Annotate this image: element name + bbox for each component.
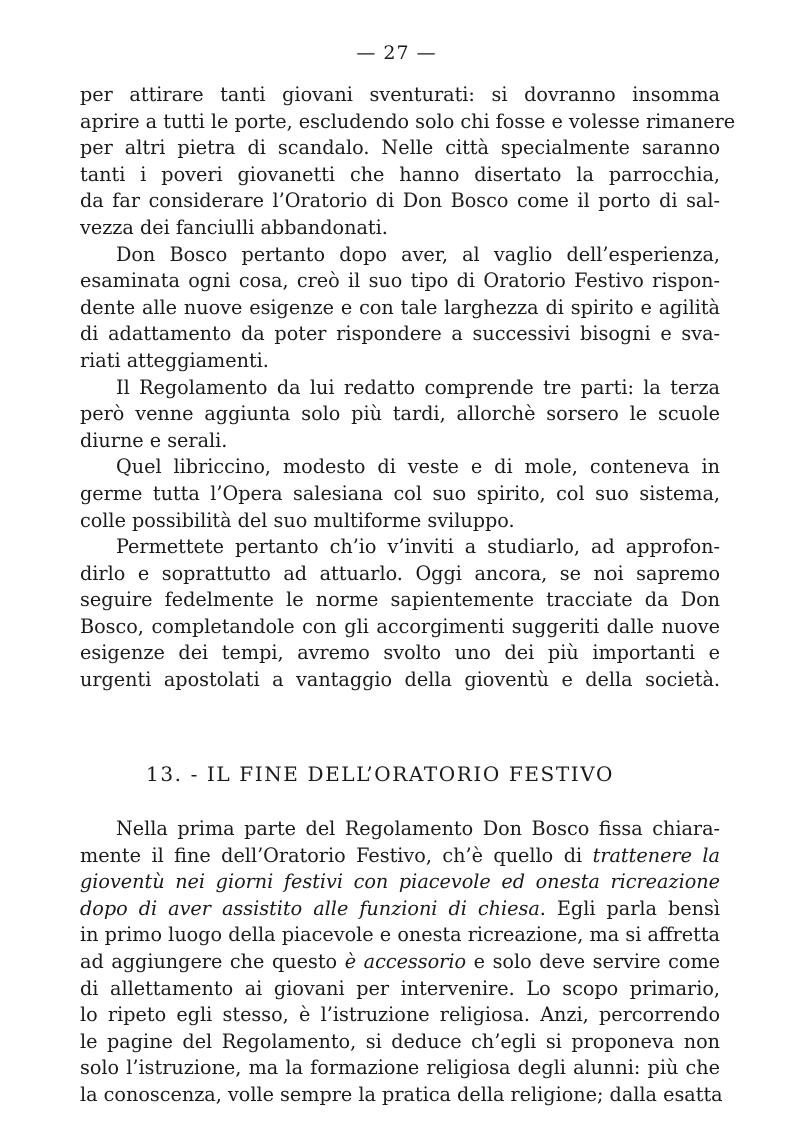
section-body bbox=[80, 816, 723, 1109]
text-line: per altri pietra di scandalo. Nelle città specialmente saranno bbox=[80, 136, 720, 160]
italic-text: è accessorio bbox=[344, 949, 467, 973]
text-segment: e solo deve servire come bbox=[466, 949, 720, 973]
text-segment: le pagine del Regolamento, si deduce ch’egli si proponeva non bbox=[80, 1029, 720, 1053]
text-segment: solo l’istruzione, ma la formazione religiosa degli alunni: più che bbox=[80, 1056, 720, 1080]
text-line: aprire a tutti le porte, escludendo solo chi fosse e volesse rimanere bbox=[80, 109, 736, 133]
text-line: Bosco, completandole con gli accorgimenti suggeriti dalle nuove bbox=[80, 614, 720, 638]
text-line: dirlo e soprattutto ad attuarlo. Oggi ancora, se noi sapremo bbox=[80, 561, 720, 585]
text-line: Don Bosco pertanto dopo aver, al vaglio dell’esperienza, bbox=[116, 242, 720, 266]
text-line: esigenze dei tempi, avremo svolto uno dei più importanti e bbox=[80, 641, 720, 665]
text-line bbox=[80, 949, 720, 976]
text-line bbox=[80, 843, 720, 870]
text-segment: ad aggiungere che questo bbox=[80, 949, 345, 973]
text-line: tanti i poveri giovanetti che hanno disertato la parrocchia, bbox=[80, 162, 720, 186]
text-line: però venne aggiunta solo più tardi, allorchè sorsero le scuole bbox=[80, 402, 720, 426]
section-heading: 13. - IL FINE DELL’ORATORIO FESTIVO bbox=[146, 762, 614, 786]
text-line bbox=[80, 922, 720, 949]
text-line bbox=[80, 896, 720, 923]
text-line: seguire fedelmente le norme sapientemente tracciate da Don bbox=[80, 588, 720, 612]
text-segment: Nella prima parte del Regolamento Don Bosco fissa chiara- bbox=[116, 817, 720, 840]
text-line: germe tutta l’Opera salesiana col suo spirito, col suo sistema, bbox=[80, 481, 720, 505]
page-number: — 27 — bbox=[356, 42, 437, 64]
text-line bbox=[80, 1029, 720, 1056]
paragraphs-before-section bbox=[80, 82, 736, 694]
italic-text: trattenere la bbox=[592, 843, 720, 867]
text-line: Quel libriccino, modesto di veste e di mole, conteneva in bbox=[116, 455, 720, 479]
text-line: riati atteggiamenti. bbox=[80, 348, 269, 372]
text-line bbox=[80, 976, 720, 1003]
text-line: diurne e serali. bbox=[80, 428, 228, 452]
text-line: per attirare tanti giovani sventurati: si dovranno insomma bbox=[80, 83, 720, 106]
text-line: Il Regolamento da lui redatto comprende tre parti: la terza bbox=[116, 375, 720, 399]
text-line: esaminata ogni cosa, creò il suo tipo di Oratorio Festivo rispon- bbox=[80, 269, 720, 293]
text-segment: lo ripeto egli stesso, è l’istruzione religiosa. Anzi, percorrendo bbox=[80, 1003, 720, 1027]
text-segment: mente il fine dell’Oratorio Festivo, ch’è quello di bbox=[80, 843, 593, 867]
text-line bbox=[80, 1055, 720, 1082]
text-line bbox=[80, 816, 720, 843]
text-line bbox=[80, 869, 720, 896]
text-line: vezza dei fanciulli abbandonati. bbox=[80, 215, 388, 239]
text-segment: di allettamento ai giovani per intervenire. Lo scopo primario, bbox=[80, 976, 720, 1000]
italic-text: dopo di aver assistito alle funzioni di chiesa bbox=[80, 896, 540, 920]
text-line: dente alle nuove esigenze e con tale larghezza di spirito e agilità bbox=[80, 295, 720, 319]
text-line: colle possibilità del suo multiforme sviluppo. bbox=[80, 508, 515, 532]
text-line bbox=[80, 1082, 723, 1109]
text-segment: . Egli parla bensì bbox=[539, 896, 720, 920]
italic-text: gioventù nei giorni festivi con piacevole ed onesta ricreazione bbox=[80, 870, 720, 894]
text-line bbox=[80, 1002, 720, 1029]
text-line: da far considerare l’Oratorio di Don Bosco come il porto di sal- bbox=[80, 189, 720, 213]
text-segment: la conoscenza, volle sempre la pratica della religione; dalla esatta bbox=[80, 1082, 723, 1106]
text-line: urgenti apostolati a vantaggio della gioventù e della società. bbox=[80, 668, 720, 692]
text-line: di adattamento da poter rispondere a successivi bisogni e sva- bbox=[80, 322, 720, 346]
text-segment: in primo luogo della piacevole e onesta ricreazione, ma si affretta bbox=[80, 923, 720, 947]
text-line: Permettete pertanto ch’io v’inviti a studiarlo, ad approfon- bbox=[116, 535, 720, 559]
